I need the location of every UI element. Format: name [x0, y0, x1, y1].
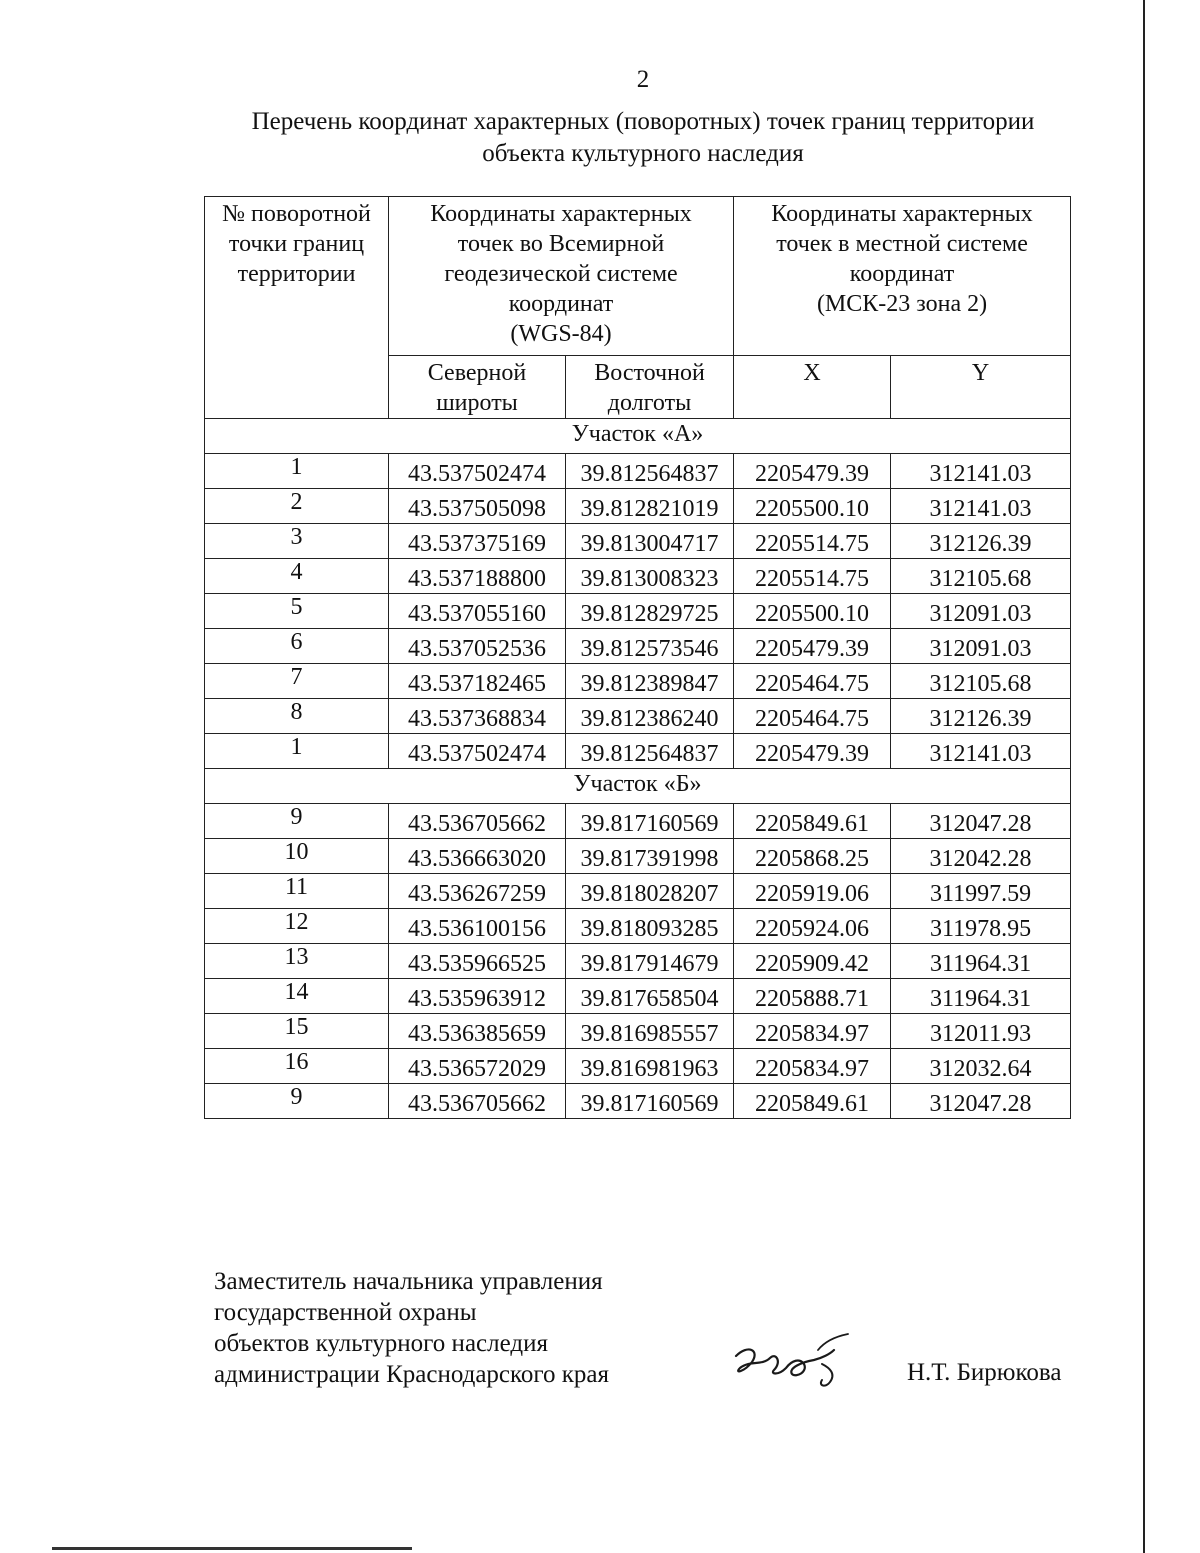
x-cell: 2205500.10 — [734, 489, 891, 524]
longitude-cell: 39.812829725 — [566, 594, 734, 629]
y-cell: 312141.03 — [891, 489, 1071, 524]
x-cell: 2205834.97 — [734, 1014, 891, 1049]
point-number-cell: 1 — [205, 454, 389, 489]
section-title: Участок «Б» — [205, 769, 1071, 804]
position-line: администрации Краснодарского края — [214, 1361, 610, 1388]
table-row — [205, 524, 1071, 559]
table-row — [205, 804, 1071, 839]
section-row — [205, 769, 1071, 804]
y-cell: 312105.68 — [891, 664, 1071, 699]
table-row — [205, 594, 1071, 629]
x-cell: 2205909.42 — [734, 944, 891, 979]
y-cell: 312141.03 — [891, 734, 1071, 769]
latitude-cell: 43.537505098 — [389, 489, 566, 524]
point-number-cell: 13 — [205, 944, 389, 979]
longitude-cell: 39.817160569 — [566, 1084, 734, 1119]
y-cell: 311964.31 — [891, 979, 1071, 1014]
latitude-cell: 43.537375169 — [389, 524, 566, 559]
latitude-cell: 43.537368834 — [389, 699, 566, 734]
longitude-cell: 39.812564837 — [566, 454, 734, 489]
latitude-cell: 43.537502474 — [389, 454, 566, 489]
table-body — [205, 419, 1071, 1119]
x-cell: 2205868.25 — [734, 839, 891, 874]
header-latitude: Северной широты — [389, 356, 566, 419]
handwritten-signature — [726, 1328, 856, 1398]
latitude-cell: 43.537182465 — [389, 664, 566, 699]
latitude-cell: 43.537502474 — [389, 734, 566, 769]
document-title — [200, 106, 1086, 170]
table-row — [205, 1084, 1071, 1119]
latitude-cell: 43.536100156 — [389, 909, 566, 944]
x-cell: 2205500.10 — [734, 594, 891, 629]
longitude-cell: 39.813004717 — [566, 524, 734, 559]
point-number-cell: 1 — [205, 734, 389, 769]
table-row — [205, 629, 1071, 664]
point-number-cell: 8 — [205, 699, 389, 734]
longitude-cell: 39.812573546 — [566, 629, 734, 664]
y-cell: 312141.03 — [891, 454, 1071, 489]
position-line: государственной охраны — [214, 1299, 477, 1326]
point-number-cell: 6 — [205, 629, 389, 664]
y-cell: 312105.68 — [891, 559, 1071, 594]
y-cell: 312011.93 — [891, 1014, 1071, 1049]
point-number-cell: 12 — [205, 909, 389, 944]
header-msk23: Координаты характерных точек в местной системе координат (МСК-23 зона 2) — [734, 197, 1071, 356]
table-row — [205, 699, 1071, 734]
latitude-cell: 43.536267259 — [389, 874, 566, 909]
point-number-cell: 9 — [205, 1084, 389, 1119]
x-cell: 2205514.75 — [734, 559, 891, 594]
table-row — [205, 874, 1071, 909]
section-row — [205, 419, 1071, 454]
y-cell: 312047.28 — [891, 804, 1071, 839]
x-cell: 2205479.39 — [734, 629, 891, 664]
x-cell: 2205464.75 — [734, 699, 891, 734]
table-row — [205, 559, 1071, 594]
point-number-cell: 15 — [205, 1014, 389, 1049]
longitude-cell: 39.816981963 — [566, 1049, 734, 1084]
y-cell: 312032.64 — [891, 1049, 1071, 1084]
latitude-cell: 43.536663020 — [389, 839, 566, 874]
longitude-cell: 39.812386240 — [566, 699, 734, 734]
latitude-cell: 43.535966525 — [389, 944, 566, 979]
x-cell: 2205924.06 — [734, 909, 891, 944]
page-edge-rule — [1143, 0, 1145, 1553]
signer-name: Н.Т. Бирюкова — [907, 1359, 1062, 1386]
position-line: объектов культурного наследия — [214, 1330, 548, 1357]
bottom-rule — [52, 1547, 412, 1550]
table-row — [205, 454, 1071, 489]
y-cell: 312042.28 — [891, 839, 1071, 874]
x-cell: 2205514.75 — [734, 524, 891, 559]
x-cell: 2205834.97 — [734, 1049, 891, 1084]
table-row — [205, 1049, 1071, 1084]
latitude-cell: 43.536572029 — [389, 1049, 566, 1084]
latitude-cell: 43.536705662 — [389, 804, 566, 839]
longitude-cell: 39.812821019 — [566, 489, 734, 524]
longitude-cell: 39.812389847 — [566, 664, 734, 699]
longitude-cell: 39.817391998 — [566, 839, 734, 874]
longitude-cell: 39.818093285 — [566, 909, 734, 944]
latitude-cell: 43.535963912 — [389, 979, 566, 1014]
point-number-cell: 14 — [205, 979, 389, 1014]
header-longitude: Восточной долготы — [566, 356, 734, 419]
y-cell: 311964.31 — [891, 944, 1071, 979]
x-cell: 2205479.39 — [734, 734, 891, 769]
x-cell: 2205888.71 — [734, 979, 891, 1014]
table-row — [205, 979, 1071, 1014]
y-cell: 311978.95 — [891, 909, 1071, 944]
x-cell: 2205479.39 — [734, 454, 891, 489]
point-number-cell: 5 — [205, 594, 389, 629]
header-y: Y — [891, 356, 1071, 419]
section-title: Участок «А» — [205, 419, 1071, 454]
longitude-cell: 39.817160569 — [566, 804, 734, 839]
x-cell: 2205849.61 — [734, 1084, 891, 1119]
x-cell: 2205464.75 — [734, 664, 891, 699]
point-number-cell: 9 — [205, 804, 389, 839]
title-line-2: объекта культурного наследия — [482, 140, 804, 167]
header-wgs84: Координаты характерных точек во Всемирной геодезической системе координат (WGS-84) — [389, 197, 734, 356]
y-cell: 311997.59 — [891, 874, 1071, 909]
longitude-cell: 39.818028207 — [566, 874, 734, 909]
y-cell: 312091.03 — [891, 594, 1071, 629]
signer-position — [214, 1266, 609, 1390]
y-cell: 312047.28 — [891, 1084, 1071, 1119]
latitude-cell: 43.537055160 — [389, 594, 566, 629]
longitude-cell: 39.816985557 — [566, 1014, 734, 1049]
y-cell: 312091.03 — [891, 629, 1071, 664]
point-number-cell: 2 — [205, 489, 389, 524]
longitude-cell: 39.813008323 — [566, 559, 734, 594]
page-number: 2 — [636, 66, 650, 93]
y-cell: 312126.39 — [891, 699, 1071, 734]
title-line-1: Перечень координат характерных (поворотных) точек границ территории — [251, 108, 1035, 135]
point-number-cell: 11 — [205, 874, 389, 909]
y-cell: 312126.39 — [891, 524, 1071, 559]
point-number-cell: 3 — [205, 524, 389, 559]
latitude-cell: 43.536385659 — [389, 1014, 566, 1049]
point-number-cell: 16 — [205, 1049, 389, 1084]
latitude-cell: 43.537052536 — [389, 629, 566, 664]
position-line: Заместитель начальника управления — [214, 1268, 603, 1295]
point-number-cell: 10 — [205, 839, 389, 874]
point-number-cell: 4 — [205, 559, 389, 594]
table-row — [205, 944, 1071, 979]
table-row — [205, 909, 1071, 944]
table-row — [205, 489, 1071, 524]
point-number-cell: 7 — [205, 664, 389, 699]
header-x: X — [734, 356, 891, 419]
longitude-cell: 39.817914679 — [566, 944, 734, 979]
coordinates-table — [204, 196, 1071, 1119]
x-cell: 2205919.06 — [734, 874, 891, 909]
table-row — [205, 839, 1071, 874]
latitude-cell: 43.536705662 — [389, 1084, 566, 1119]
table-row — [205, 1014, 1071, 1049]
x-cell: 2205849.61 — [734, 804, 891, 839]
longitude-cell: 39.812564837 — [566, 734, 734, 769]
longitude-cell: 39.817658504 — [566, 979, 734, 1014]
table-row — [205, 734, 1071, 769]
latitude-cell: 43.537188800 — [389, 559, 566, 594]
table-row — [205, 664, 1071, 699]
header-point-number: № поворотной точки границ территории — [205, 197, 389, 419]
